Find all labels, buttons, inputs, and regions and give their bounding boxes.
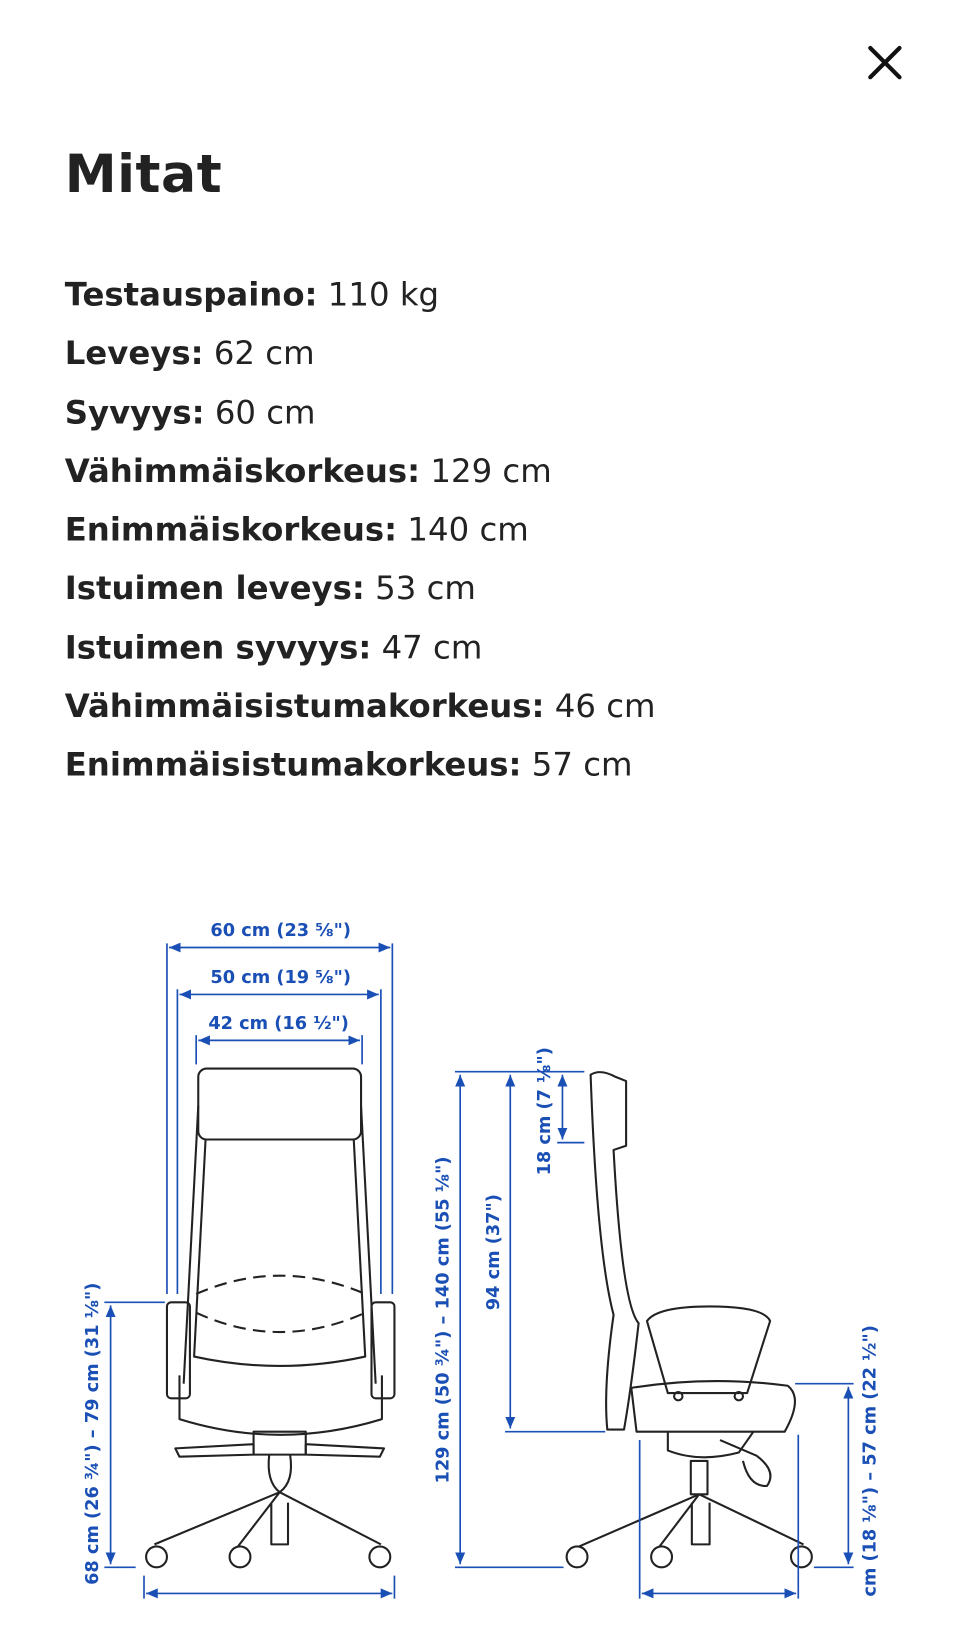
- spec-label: Vähimmäisistumakorkeus:: [64, 687, 545, 726]
- back-height-label: 94 cm (37"): [483, 1194, 504, 1311]
- headrest-height-label: 18 cm (7 ⅛"): [534, 1047, 555, 1176]
- width-overall-label: 60 cm (23 ⅝"): [210, 921, 351, 942]
- spec-value: 110 kg: [327, 276, 440, 315]
- spec-label: Testauspaino:: [64, 276, 318, 315]
- spec-value: 60 cm: [214, 394, 316, 432]
- spec-label: Vähimmäiskorkeus:: [64, 452, 421, 491]
- spec-label: Syvyys:: [64, 394, 205, 432]
- seat-height-label: cm (18 ⅛") – 57 cm (22 ½"): [860, 1325, 881, 1597]
- side-view-chair: [567, 1072, 812, 1567]
- spec-label: Leveys:: [64, 335, 204, 373]
- spec-label: Istuimen syvyys:: [64, 629, 372, 667]
- side-dimensions: [434, 1047, 881, 1598]
- width-back-label: 42 cm (16 ½"): [208, 1013, 349, 1034]
- front-view-chair: [146, 1069, 394, 1568]
- spec-label: Enimmäisistumakorkeus:: [64, 746, 522, 785]
- spec-value: 129 cm: [430, 452, 552, 491]
- spec-label: Enimmäiskorkeus:: [64, 511, 398, 550]
- spec-value: 140 cm: [407, 511, 529, 550]
- spec-label: Istuimen leveys:: [64, 570, 365, 608]
- spec-value: 53 cm: [375, 570, 476, 608]
- page-title: Mitat: [64, 144, 223, 205]
- spec-value: 62 cm: [213, 335, 315, 373]
- spec-value: 47 cm: [381, 629, 483, 667]
- armrest-height-label: 68 cm (26 ¾") – 79 cm (31 ⅛"): [83, 1282, 104, 1585]
- front-dimensions: [83, 921, 394, 1599]
- spec-value: 57 cm: [531, 746, 633, 785]
- width-mid-label: 50 cm (19 ⅝"): [210, 967, 351, 988]
- spec-value: 46 cm: [554, 687, 656, 726]
- total-height-label: 129 cm (50 ¾") – 140 cm (55 ⅛"): [433, 1156, 454, 1484]
